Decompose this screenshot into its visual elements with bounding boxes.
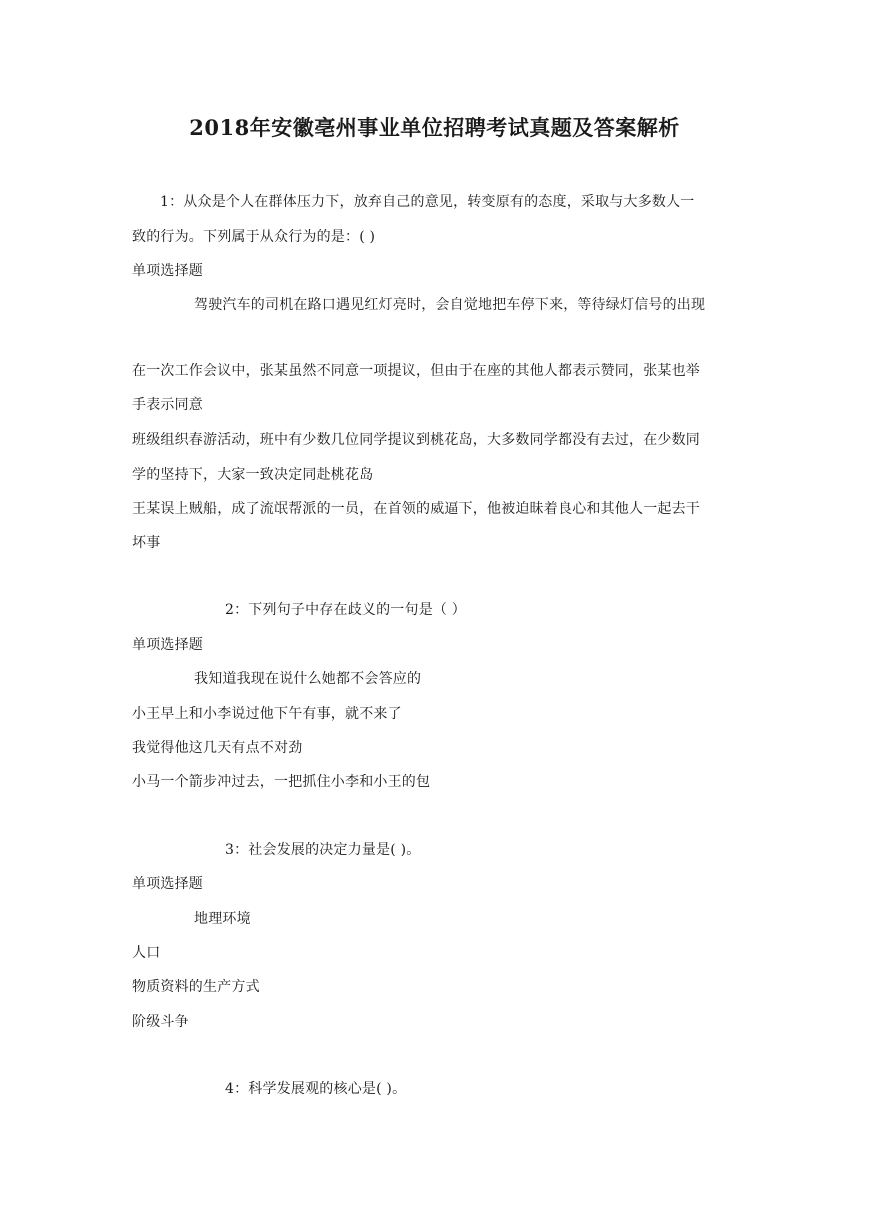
question-3-type: 单项选择题 <box>132 876 203 892</box>
question-1-type: 单项选择题 <box>132 263 203 279</box>
question-1-option-d-line-1: 王某误上贼船，成了流氓帮派的一员，在首领的威逼下，他被迫昧着良心和其他人一起去干 <box>132 501 700 517</box>
question-1-stem-line-2: 致的行为。下列属于从众行为的是：( ) <box>132 229 376 245</box>
question-1-option-d-line-2: 坏事 <box>132 535 161 551</box>
question-2-type: 单项选择题 <box>132 637 203 653</box>
question-3-option-b: 人口 <box>132 945 161 961</box>
question-3-option-a: 地理环境 <box>194 911 251 927</box>
question-2-stem: 2：下列句子中存在歧义的一句是（ ） <box>225 602 466 618</box>
question-2-option-c: 我觉得他这几天有点不对劲 <box>132 740 303 756</box>
question-1-option-a: 驾驶汽车的司机在路口遇见红灯亮时，会自觉地把车停下来，等待绿灯信号的出现 <box>194 297 706 313</box>
question-2-option-d: 小马一个箭步冲过去，一把抓住小李和小王的包 <box>132 774 431 790</box>
question-1-option-b-line-2: 手表示同意 <box>132 397 203 413</box>
question-1-option-c-line-1: 班级组织春游活动，班中有少数几位同学提议到桃花岛，大多数同学都没有去过，在少数同 <box>132 432 700 448</box>
question-3-option-d: 阶级斗争 <box>132 1014 189 1030</box>
question-3-option-c: 物质资料的生产方式 <box>132 979 260 995</box>
question-4-stem: 4：科学发展观的核心是( )。 <box>225 1081 407 1097</box>
question-1-option-c-line-2: 学的坚持下，大家一致决定同赴桃花岛 <box>132 467 374 483</box>
document-title: 2018年安徽亳州事业单位招聘考试真题及答案解析 <box>189 115 680 140</box>
question-1-stem-line-1: 1：从众是个人在群体压力下，放弃自己的意见，转变原有的态度，采取与大多数人一 <box>160 194 695 210</box>
question-2-option-b: 小王早上和小李说过他下午有事，就不来了 <box>132 706 402 722</box>
question-3-stem: 3：社会发展的决定力量是( )。 <box>225 842 421 858</box>
question-1-option-b-line-1: 在一次工作会议中，张某虽然不同意一项提议，但由于在座的其他人都表示赞同，张某也举 <box>132 363 700 379</box>
question-2-option-a: 我知道我现在说什么她都不会答应的 <box>194 671 422 687</box>
